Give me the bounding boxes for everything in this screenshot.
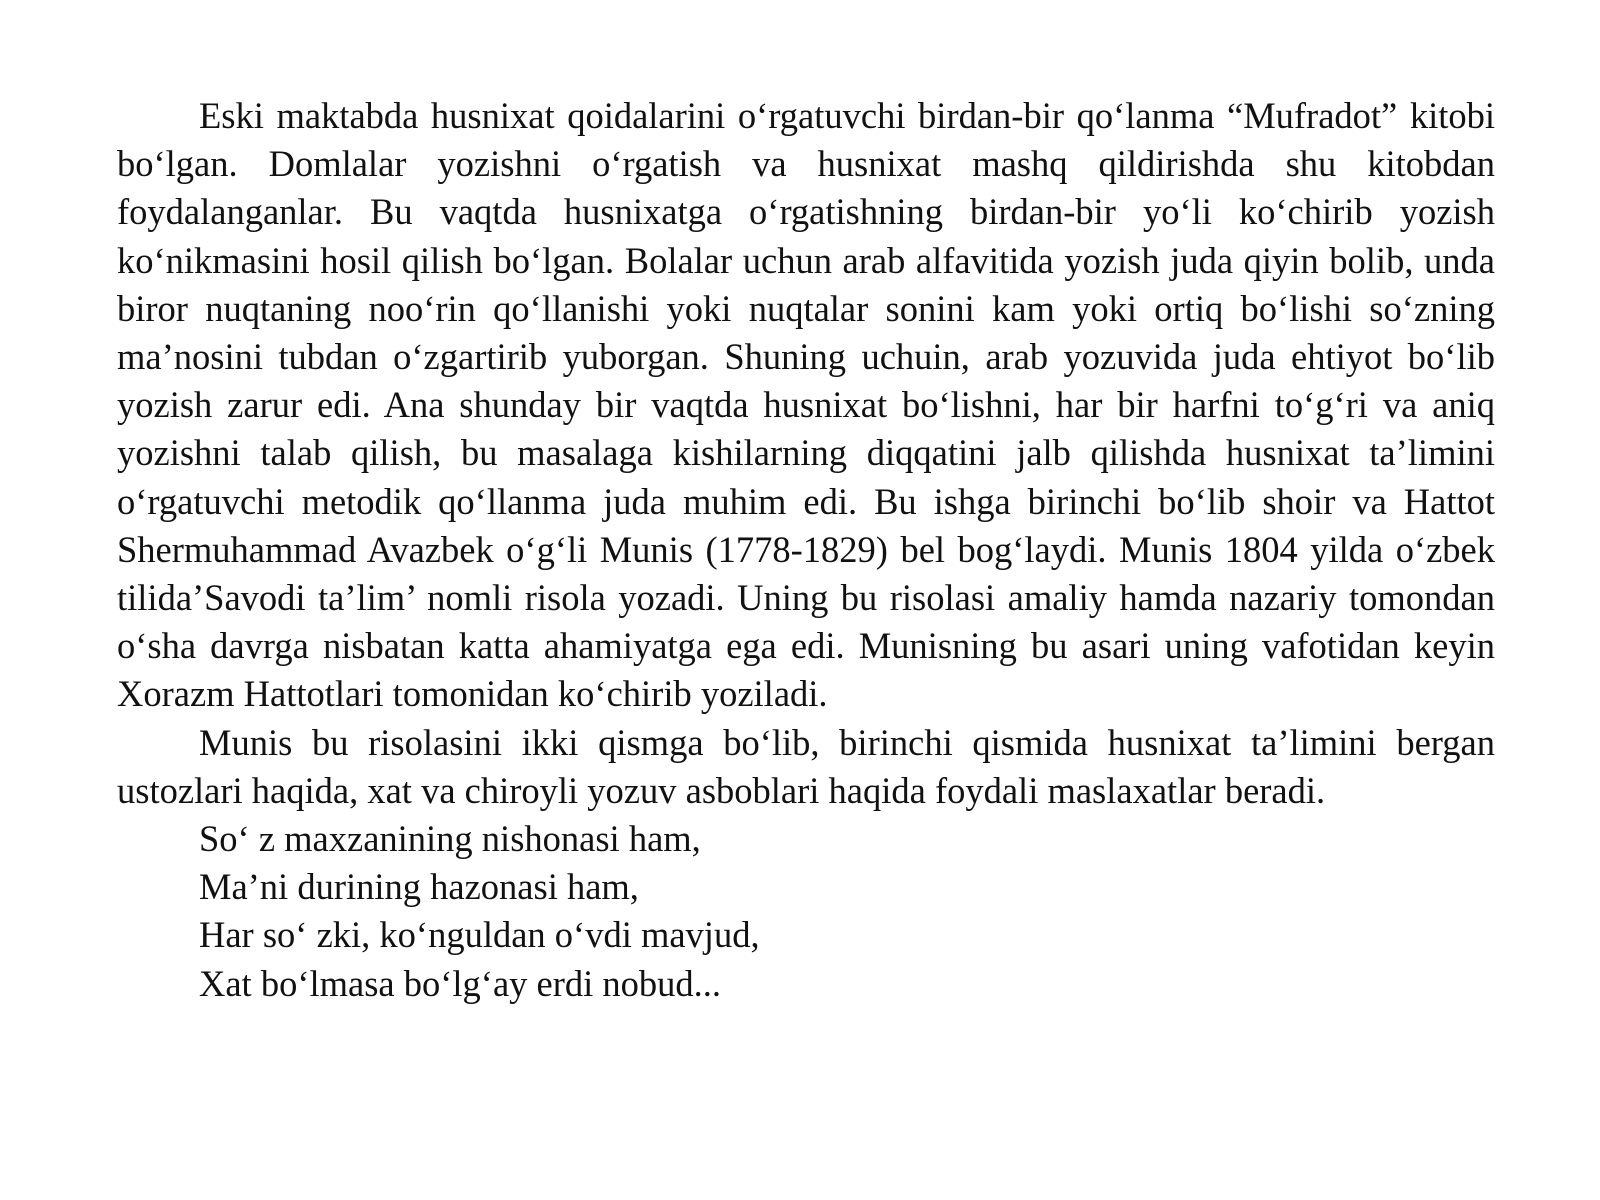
paragraph-munis-risola: Munis bu risolasini ikki qismga boʻlib, birinchi qismida husnixat taʼlimini bergan ustozlari haqida, xat va chiroyli yozuv asboblari haqida foydali maslaxatlar beradi. xyxy=(117,721,1495,811)
document-body xyxy=(117,92,1495,1008)
verse-line: Har soʻ zki, koʻnguldan oʻvdi mavjud, xyxy=(199,914,760,956)
verse-line: Maʼni durining hazonasi ham, xyxy=(199,866,639,908)
verse-block xyxy=(117,815,1495,1008)
verse-line: Xat boʻlmasa boʻlgʻay erdi nobud... xyxy=(199,962,722,1004)
verse-line: Soʻ z maxzanining nishonasi ham, xyxy=(199,818,701,860)
paragraph-mufradot: Eski maktabda husnixat qoidalarini oʻrgatuvchi birdan-bir qoʻlanma “Mufradot” kitobi boʻlgan. Domlalar yozishni oʻrgatish va husnixat mashq qildirishda shu kitobdan foydalanganlar. Bu vaqtda husnixatga oʻrgatishning birdan-bir yoʻli koʻchirib yozish koʻnikmasini hosil qilish boʻlgan. Bolalar uchun arab alfavitida yozish juda qiyin bolib, unda biror nuqtaning nooʻrin qoʻllanishi yoki nuqtalar sonini kam yoki ortiq boʻlishi soʻzning maʼnosini tubdan oʻzgartirib yuborgan. Shuning uchuin, arab yozuvida juda ehtiyot boʻlib yozish zarur edi. Ana shunday bir vaqtda husnixat boʻlishni, har bir harfni toʻgʻri va aniq yozishni talab qilish, bu masalaga kishilarning diqqatini jalb qilishda husnixat taʼlimini oʻrgatuvchi metodik qoʻllanma juda muhim edi. Bu ishga birinchi boʻlib shoir va Hattot Shermuhammad Avazbek oʻgʻli Munis (1778-1829) bel bogʻlaydi. Munis 1804 yilda oʻzbek tilida’Savodi taʼlim’ nomli risola yozadi. Uning bu risolasi amaliy hamda nazariy tomondan oʻsha davrga nisbatan katta ahamiyatga ega edi. Munisning bu asari uning vafotidan keyin Xorazm Hattotlari tomonidan koʻchirib yoziladi. xyxy=(117,95,1495,715)
